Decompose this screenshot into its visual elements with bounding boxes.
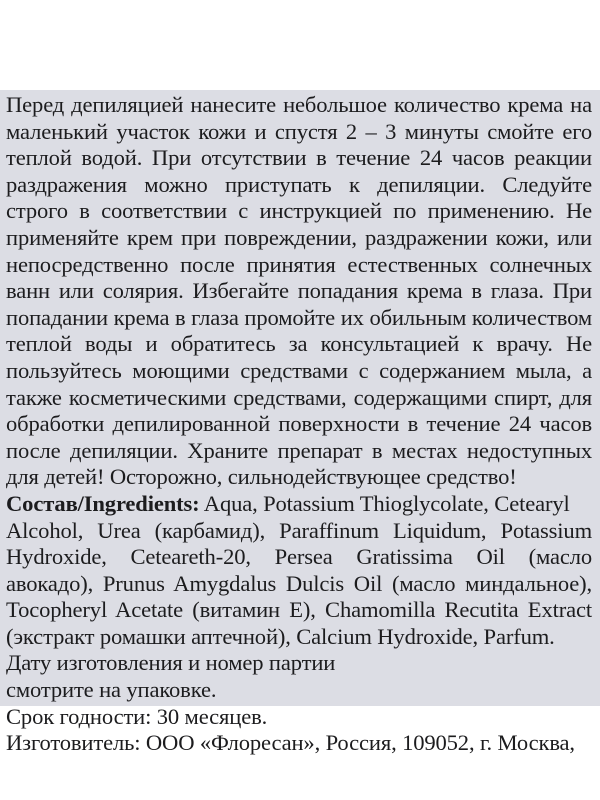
ingredients-line: Tocopheryl Acetate (витамин Е), Chamomilla Recutita Extract [6,597,592,623]
ingredients-label: Состав/Ingredients: [6,490,200,516]
instruction-line: применяйте крем при повреждении, раздражении кожи, или [6,224,592,250]
instruction-line: раздражения можно приступать к депиляции. Следуйте [6,171,592,197]
ingredients-line: Alcohol, Urea (карбамид), Paraffinum Liquidum, Potassium [6,517,592,543]
ingredients-line-last: (экстракт ромашки аптечной), Calcium Hydroxide, Parfum. [6,623,555,649]
instruction-line: после депиляции. Храните препарат в местах недоступных [6,437,592,463]
instruction-line: строго в соответствии с инструкцией по применению. Не [6,198,592,224]
ingredients-first-line [6,491,592,518]
ingredients-line: авокадо), Prunus Amygdalus Dulcis Oil (масло миндальное), [6,570,592,596]
ingredients-first-text: Aqua, Potassium Thioglycolate, Cetearyl [199,490,570,516]
manufacturer-line: Изготовитель: ООО «Флоресан», Россия, 109052, г. Москва, [6,730,575,756]
instruction-line: ванн или солярия. Избегайте попадания крема в глаза. При [6,278,592,304]
instruction-line: обработки депилированной поверхности в течение 24 часов [6,411,592,437]
instruction-line-warning: для детей! Осторожно, сильнодействующее средство! [6,464,517,490]
instruction-line: теплой водой. При отсутствии в течение 24 часов реакции [6,145,592,171]
batch-info-line: смотрите на упаковке. [6,677,217,703]
instruction-line: маленький участок кожи и спустя 2 – 3 минуты смойте его [6,118,592,144]
label-panel [0,90,600,756]
batch-info-line: Дату изготовления и номер партии [6,650,336,676]
instruction-line: попадании крема в глаза промойте их обильным количеством [6,304,592,330]
ingredients-line: Hydroxide, Ceteareth-20, Persea Gratissima Oil (масло [6,544,592,570]
instruction-line: теплой воды и обратитесь за консультацией к врачу. Не [6,331,592,357]
instruction-line: также косметическими средствами, содержащими спирт, для [6,384,592,410]
shelf-life: Срок годности: 30 месяцев. [6,703,268,729]
instruction-line: Перед депиляцией нанесите небольшое количество крема на [6,92,592,117]
instruction-line: непосредственно после принятия естественных солнечных [6,251,592,277]
label-text-block [6,92,592,757]
instruction-line: пользуйтесь моющими средствами с содержанием мыла, а [6,357,592,383]
